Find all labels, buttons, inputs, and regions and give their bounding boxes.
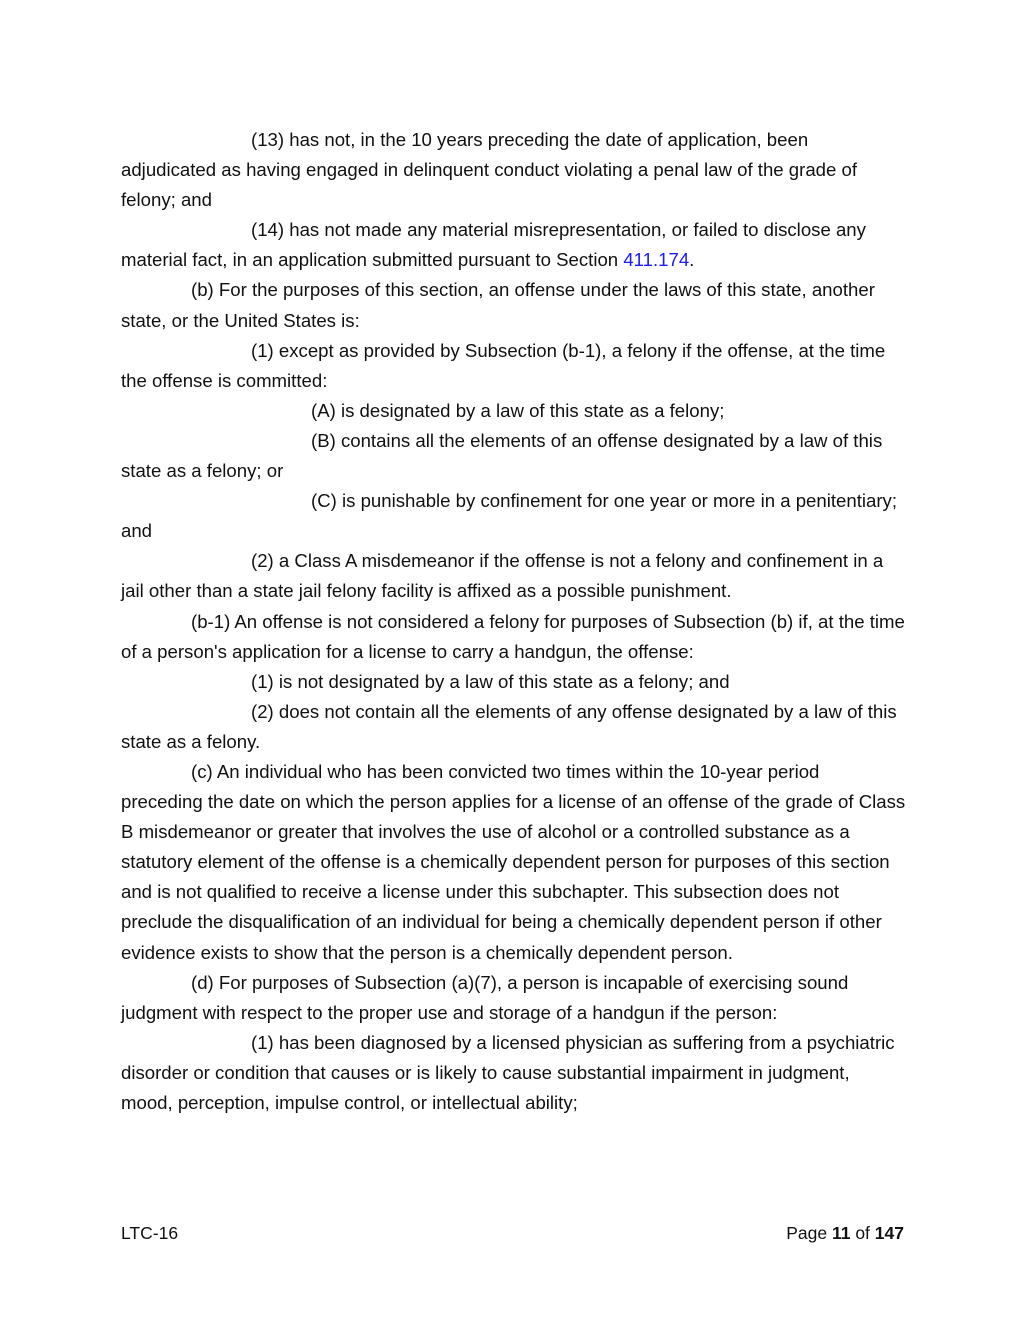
of-word: of [855,1223,870,1243]
subsection-c-text: (c) An individual who has been convicted two times within the 10-year period preceding the date on which the person applies for a license of an offense of the grade of Class B misdemeanor or greater that involves the use of alcohol or a controlled substance as a statutory element of the offense is a chemically dependent person for purposes of this section and is not qualified to receive a license under this subchapter. This subsection does not preclude the disqualification of an individual for being a chemically dependent person if other evidence exists to show that the person is a chemically dependent person. [121,760,906,963]
subsection-b-1-a [121,396,906,426]
subsection-b-1-b-text: (B) contains all the elements of an offense designated by a law of this state as a felony; or [121,429,883,482]
document-id: LTC-16 [121,1223,179,1243]
subsection-b-1-item [121,336,906,396]
subsection-d-text: (d) For purposes of Subsection (a)(7), a person is incapable of exercising sound judgment with respect to the proper use and storage of a handgun if the person: [121,971,849,1023]
subsection-d [121,968,906,1028]
subsection-b-dash-1-item-1-text: (1) is not designated by a law of this state as a felony; and [251,670,730,692]
subsection-b-dash-1-text: (b-1) An offense is not considered a felony for purposes of Subsection (b) if, at the time of a person's application for a license to carry a handgun, the offense: [121,610,905,662]
subsection-b-1-c [121,486,906,546]
subsection-b-1-a-text: (A) is designated by a law of this state as a felony; [311,399,725,421]
section-411-174-link[interactable]: 411.174 [623,249,690,271]
subsection-b-dash-1-item-2 [121,697,906,757]
paragraph-14-end: . [689,249,695,271]
document-body [121,125,906,1118]
subsection-b-1-c-text: (C) is punishable by confinement for one year or more in a penitentiary; and [121,490,898,542]
subsection-b [121,275,906,335]
paragraph-14 [121,215,906,275]
subsection-b-1-b [121,426,906,486]
page-indicator [786,1222,904,1244]
subsection-d-1-item-text: (1) has been diagnosed by a licensed physician as suffering from a psychiatric disorder or condition that causes or is likely to cause substantial impairment in judgment, mood, perception, impulse control, or intellectual ability; [121,1031,895,1113]
paragraph-13 [121,125,906,215]
subsection-b-dash-1 [121,607,906,667]
page-number: 11 [831,1223,851,1243]
subsection-b-2-item [121,546,906,606]
paragraph-13-text: (13) has not, in the 10 years preceding the date of application, been adjudicated as having engaged in delinquent conduct violating a penal law of the grade of felony; and [121,129,858,211]
total-pages: 147 [874,1223,904,1243]
subsection-b-text: (b) For the purposes of this section, an offense under the laws of this state, another state, or the United States is: [121,279,875,331]
subsection-b-1-item-text: (1) except as provided by Subsection (b-1), a felony if the offense, at the time the offense is committed: [121,339,886,391]
subsection-c [121,757,906,968]
subsection-d-1-item [121,1028,906,1118]
paragraph-14-text: (14) has not made any material misrepresentation, or failed to disclose any material fact, in an application submitted pursuant to Section [121,219,866,271]
subsection-b-dash-1-item-2-text: (2) does not contain all the elements of any offense designated by a law of this state as a felony. [121,700,897,752]
page-word: Page [786,1223,828,1243]
subsection-b-2-item-text: (2) a Class A misdemeanor if the offense is not a felony and confinement in a jail other than a state jail felony facility is affixed as a possible punishment. [121,550,884,602]
subsection-b-dash-1-item-1 [121,667,906,697]
